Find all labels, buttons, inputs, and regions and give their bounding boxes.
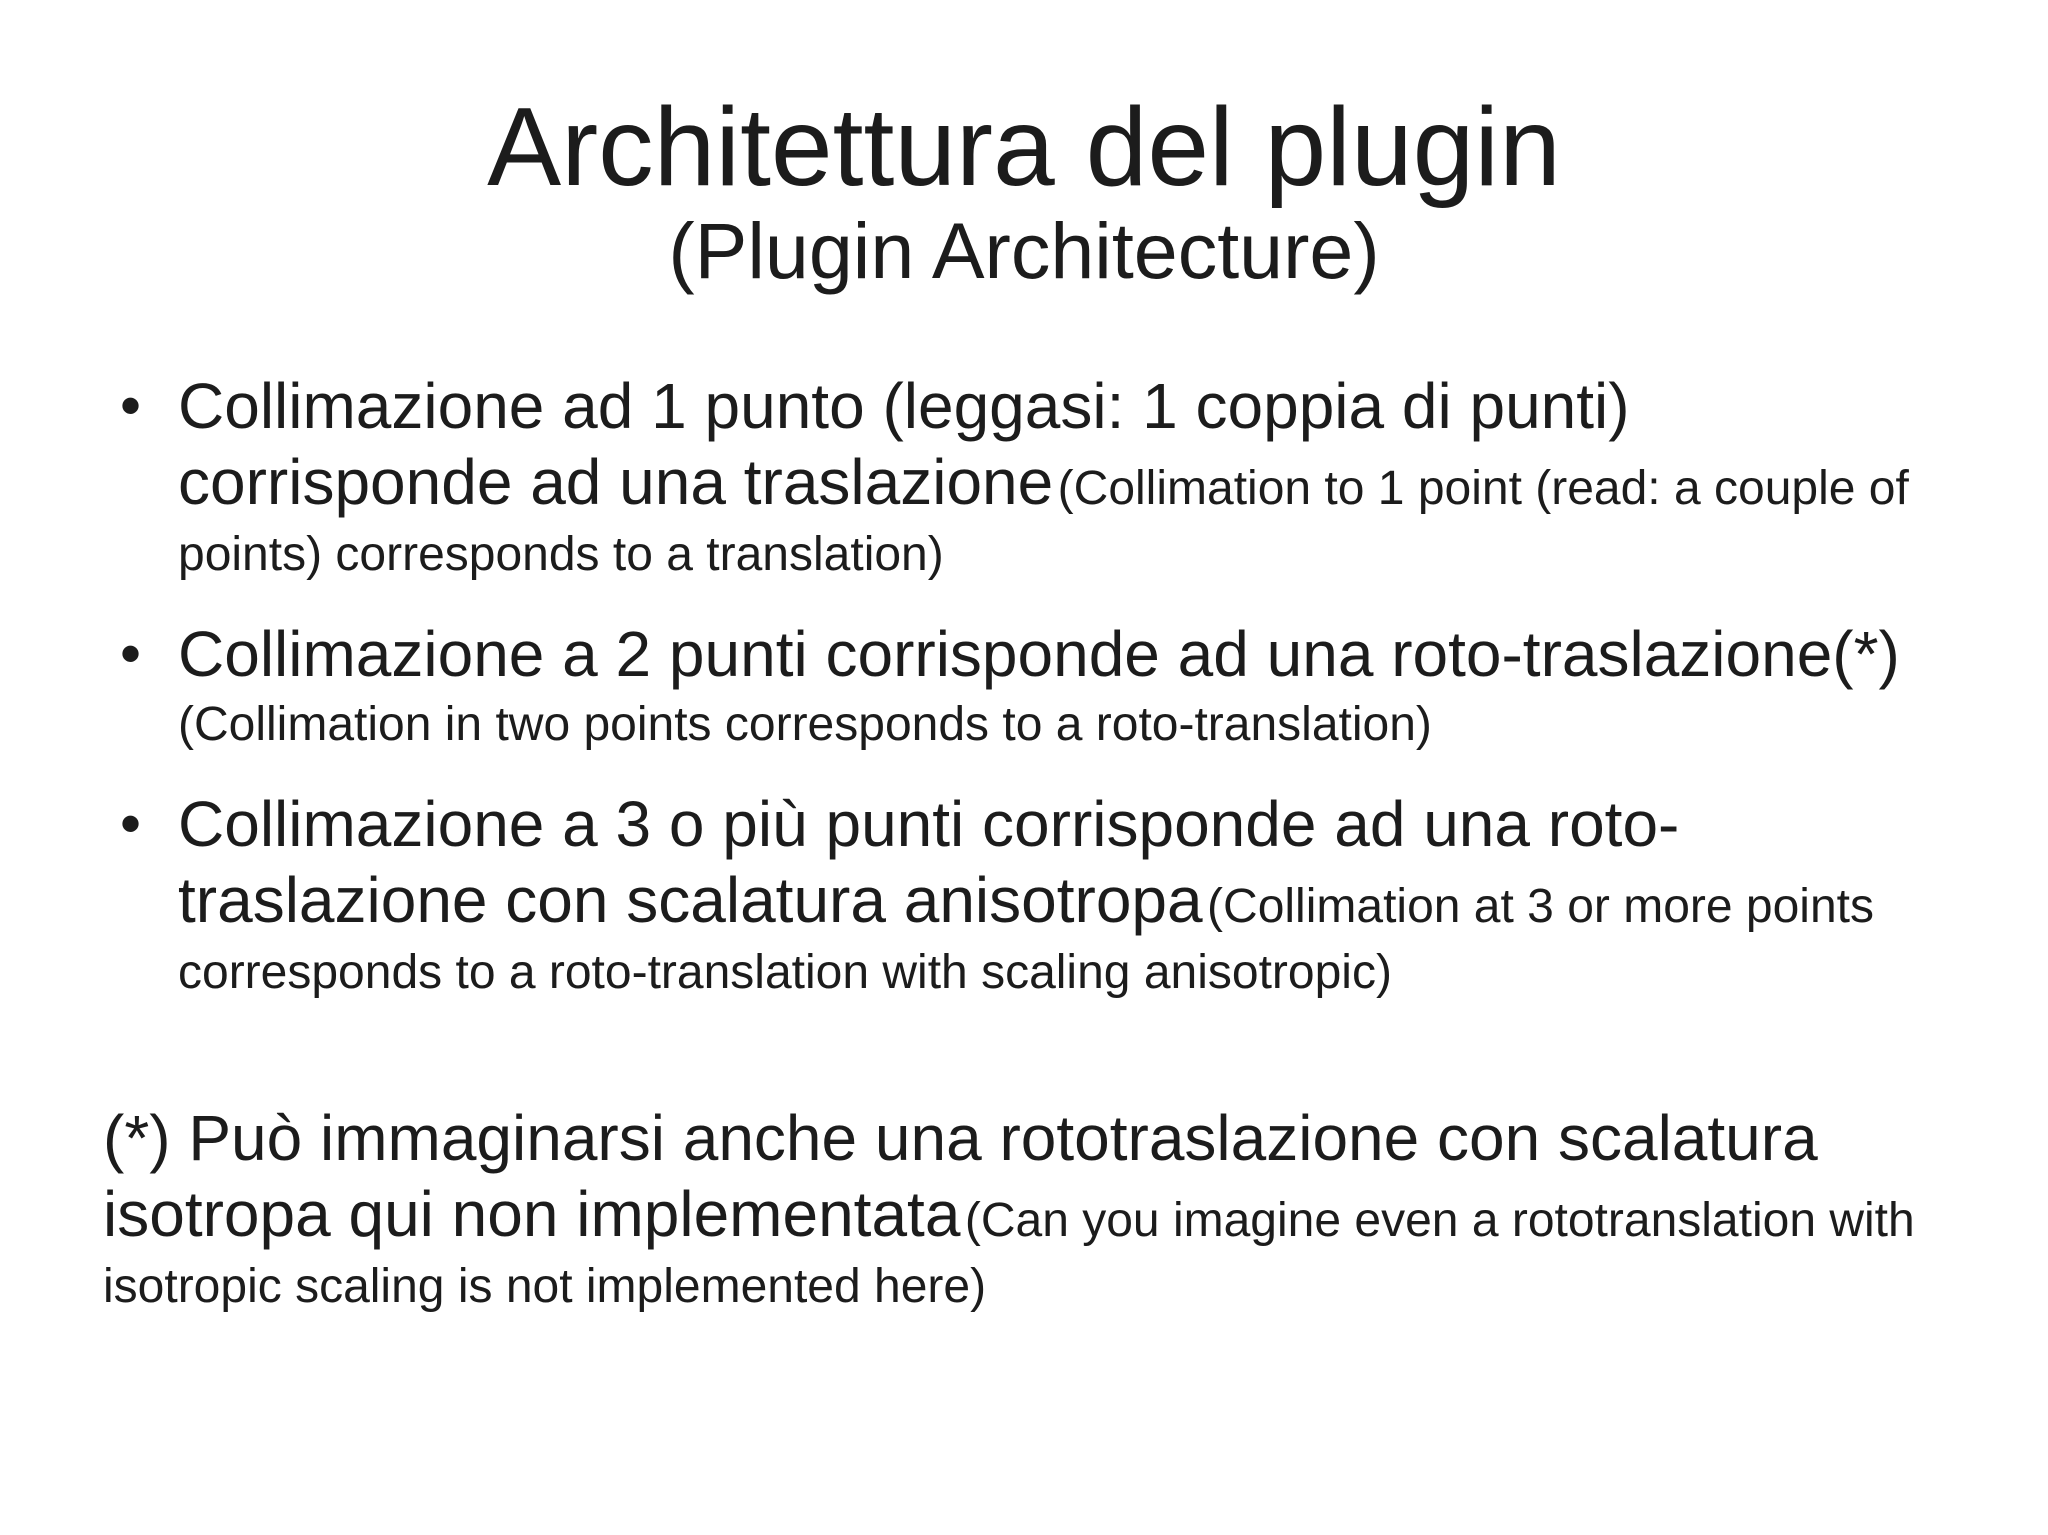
bullet-item-roto-translation [120, 616, 1920, 758]
slide-title: Architettura del plugin [487, 85, 1561, 209]
bullet-dot: • [120, 790, 142, 857]
bullet-text-english: (Collimation in two points corresponds to a roto-translation) [178, 698, 1432, 751]
bullet-text-italian: Collimazione ad 1 punto (leggasi: 1 coppia di punti) corrisponde ad una traslazione [178, 370, 1630, 518]
title-block [0, 85, 2048, 296]
bullet-text-italian: Collimazione a 2 punti corrisponde ad una roto-traslazione(*) [178, 618, 1900, 690]
footnote-text-english: (Can you imagine even a rototranslation with isotropic scaling is not implemented here) [103, 1194, 1915, 1313]
footnote [103, 1100, 1953, 1320]
bullet-text-english: (Collimation to 1 point (read: a couple of points) corresponds to a translation) [178, 462, 1909, 581]
slide-subtitle: (Plugin Architecture) [668, 206, 1380, 295]
bullet-item-anisotropic-scaling [120, 786, 1920, 1006]
bullet-text-italian: Collimazione a 3 o più punti corrisponde ad una roto-traslazione con scalatura anisotropa [178, 788, 1680, 936]
bullet-dot: • [120, 620, 142, 687]
bullet-text-english: (Collimation at 3 or more points corresponds to a roto-translation with scaling anisotropic) [178, 880, 1874, 999]
bullet-item-translation [120, 368, 1920, 588]
bullet-list [120, 368, 1920, 1034]
footnote-text-italian: (*) Può immaginarsi anche una rototraslazione con scalatura isotropa qui non implementata [103, 1102, 1818, 1250]
bullet-dot: • [120, 372, 142, 439]
